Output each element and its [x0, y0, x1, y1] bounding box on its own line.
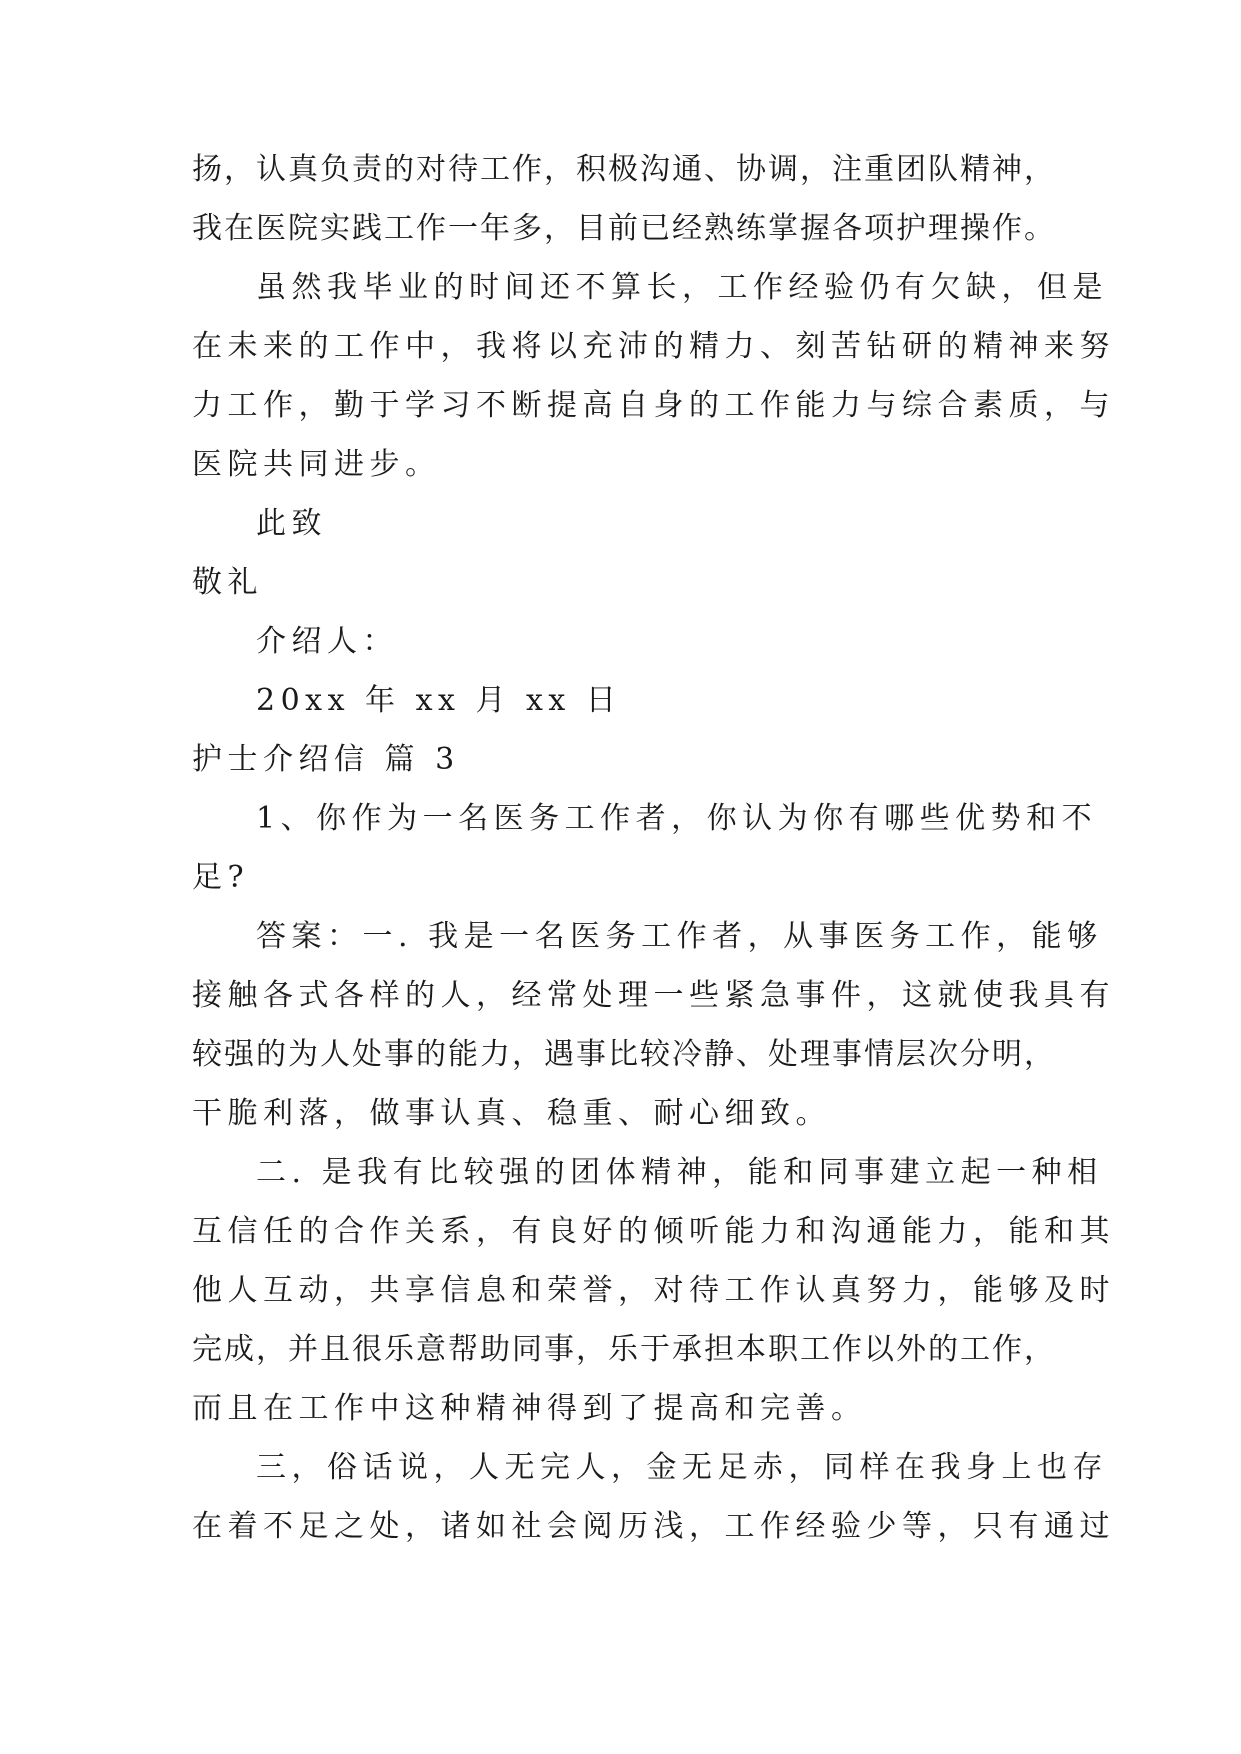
- text-line: 他人互动，共享信息和荣誉，对待工作认真努力，能够及时: [192, 1273, 1115, 1308]
- text-line: 我在医院实践工作一年多，目前已经熟练掌握各项护理操作。: [192, 211, 1056, 246]
- text-line: 在着不足之处，诸如社会阅历浅，工作经验少等，只有通过: [192, 1509, 1115, 1544]
- text-line: 二. 是我有比较强的团体精神，能和同事建立起一种相: [256, 1155, 1103, 1190]
- text-line: 而且在工作中这种精神得到了提高和完善。: [192, 1391, 867, 1426]
- text-line: 虽然我毕业的时间还不算长，工作经验仍有欠缺，但是: [256, 270, 1108, 305]
- text-line: 接触各式各样的人，经常处理一些紧急事件，这就使我具有: [192, 978, 1115, 1013]
- text-line: 在未来的工作中，我将以充沛的精力、刻苦钻研的精神来努: [192, 329, 1115, 364]
- text-line: 答案：一. 我是一名医务工作者，从事医务工作，能够: [256, 919, 1103, 954]
- text-line: 三，俗话说，人无完人，金无足赤，同样在我身上也存: [256, 1450, 1108, 1485]
- text-line: 1、你作为一名医务工作者，你认为你有哪些优势和不: [256, 801, 1098, 836]
- closing-line: 敬礼: [192, 565, 263, 600]
- text-line: 干脆利落，做事认真、稳重、耐心细致。: [192, 1096, 831, 1131]
- text-line: 扬，认真负责的对待工作，积极沟通、协调，注重团队精神，: [192, 152, 1056, 187]
- text-line: 足?: [192, 860, 250, 895]
- text-line: 完成，并且很乐意帮助同事，乐于承担本职工作以外的工作，: [192, 1332, 1056, 1367]
- date-line: 20xx 年 xx 月 xx 日: [256, 683, 622, 718]
- signature-label: 介绍人：: [256, 624, 398, 659]
- text-line: 医院共同进步。: [192, 447, 441, 482]
- text-line: 互信任的合作关系，有良好的倾听能力和沟通能力，能和其: [192, 1214, 1115, 1249]
- text-line: 力工作，勤于学习不断提高自身的工作能力与综合素质，与: [192, 388, 1115, 423]
- text-line: 较强的为人处事的能力，遇事比较冷静、处理事情层次分明，: [192, 1037, 1056, 1072]
- section-heading: 护士介绍信 篇 3: [192, 742, 460, 777]
- closing-line: 此致: [256, 506, 327, 541]
